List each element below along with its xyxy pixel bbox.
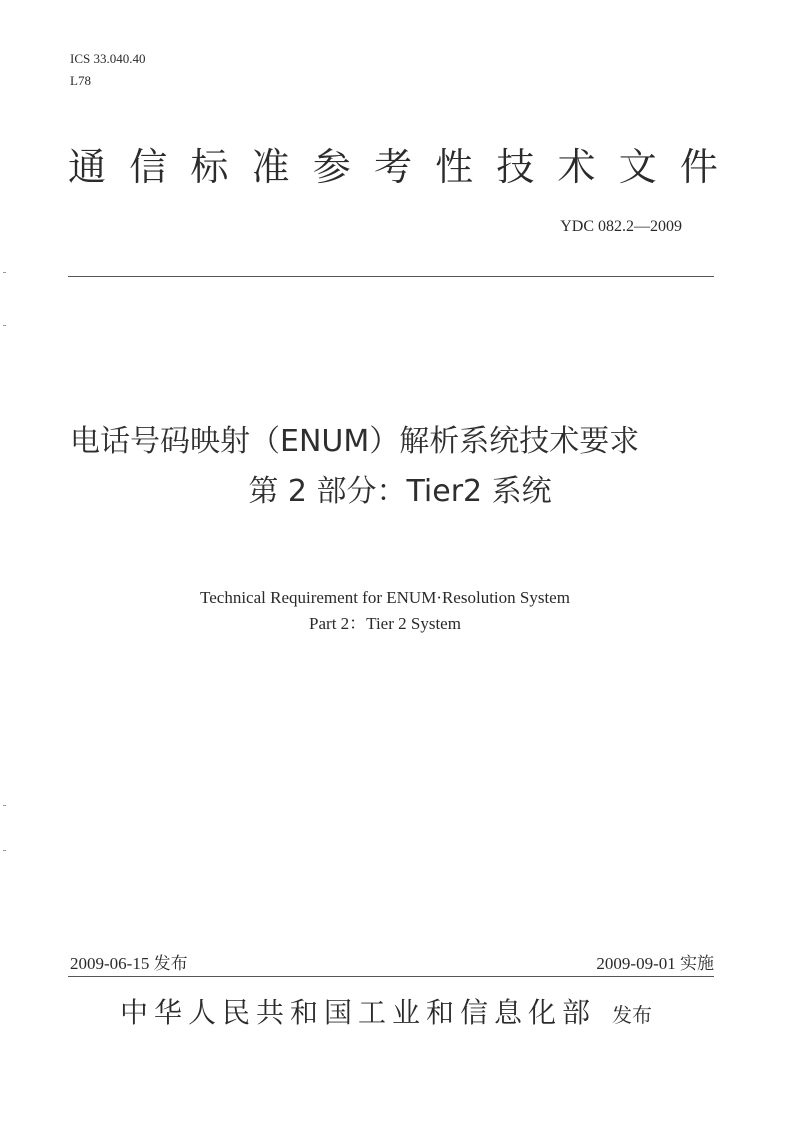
issue-date: 2009-06-15 发布 — [70, 954, 188, 973]
top-divider — [68, 276, 714, 277]
publisher-name: 中华人民共和国工业和信息化部 — [120, 996, 597, 1029]
doc-type-char: 准 — [251, 145, 290, 189]
doc-type-char: 技 — [496, 145, 535, 189]
doc-type-char: 术 — [557, 145, 596, 189]
title-chinese-line-2: 第 2 部分：Tier2 系统 — [248, 474, 552, 509]
title-english-line-1: Technical Requirement for ENUM·Resolution System — [200, 588, 570, 607]
doc-type-char: 性 — [435, 145, 474, 189]
publish-label: 发布 — [612, 1003, 653, 1027]
doc-type-char: 通 — [68, 145, 107, 189]
title-english-line-2: Part 2：Tier 2 System — [309, 614, 461, 633]
scan-mark — [3, 805, 6, 806]
title-chinese-line-1: 电话号码映射（ENUM）解析系统技术要求 — [70, 424, 640, 459]
doc-type-char: 标 — [190, 145, 229, 189]
bottom-divider — [68, 976, 714, 977]
scan-mark — [3, 272, 6, 273]
doc-type-char: 考 — [373, 145, 412, 189]
doc-type-char: 文 — [618, 145, 657, 189]
ics-code: ICS 33.040.40 — [70, 51, 146, 66]
implementation-date: 2009-09-01 实施 — [596, 954, 714, 973]
classification-code: L78 — [70, 73, 91, 88]
scan-mark — [3, 850, 6, 851]
doc-type-char: 件 — [679, 145, 718, 189]
doc-type-char: 参 — [312, 145, 351, 189]
document-type-heading — [68, 142, 718, 192]
doc-type-char: 信 — [129, 145, 168, 189]
scan-mark — [3, 325, 6, 326]
document-number: YDC 082.2—2009 — [560, 218, 682, 235]
publisher-line — [120, 993, 652, 1035]
